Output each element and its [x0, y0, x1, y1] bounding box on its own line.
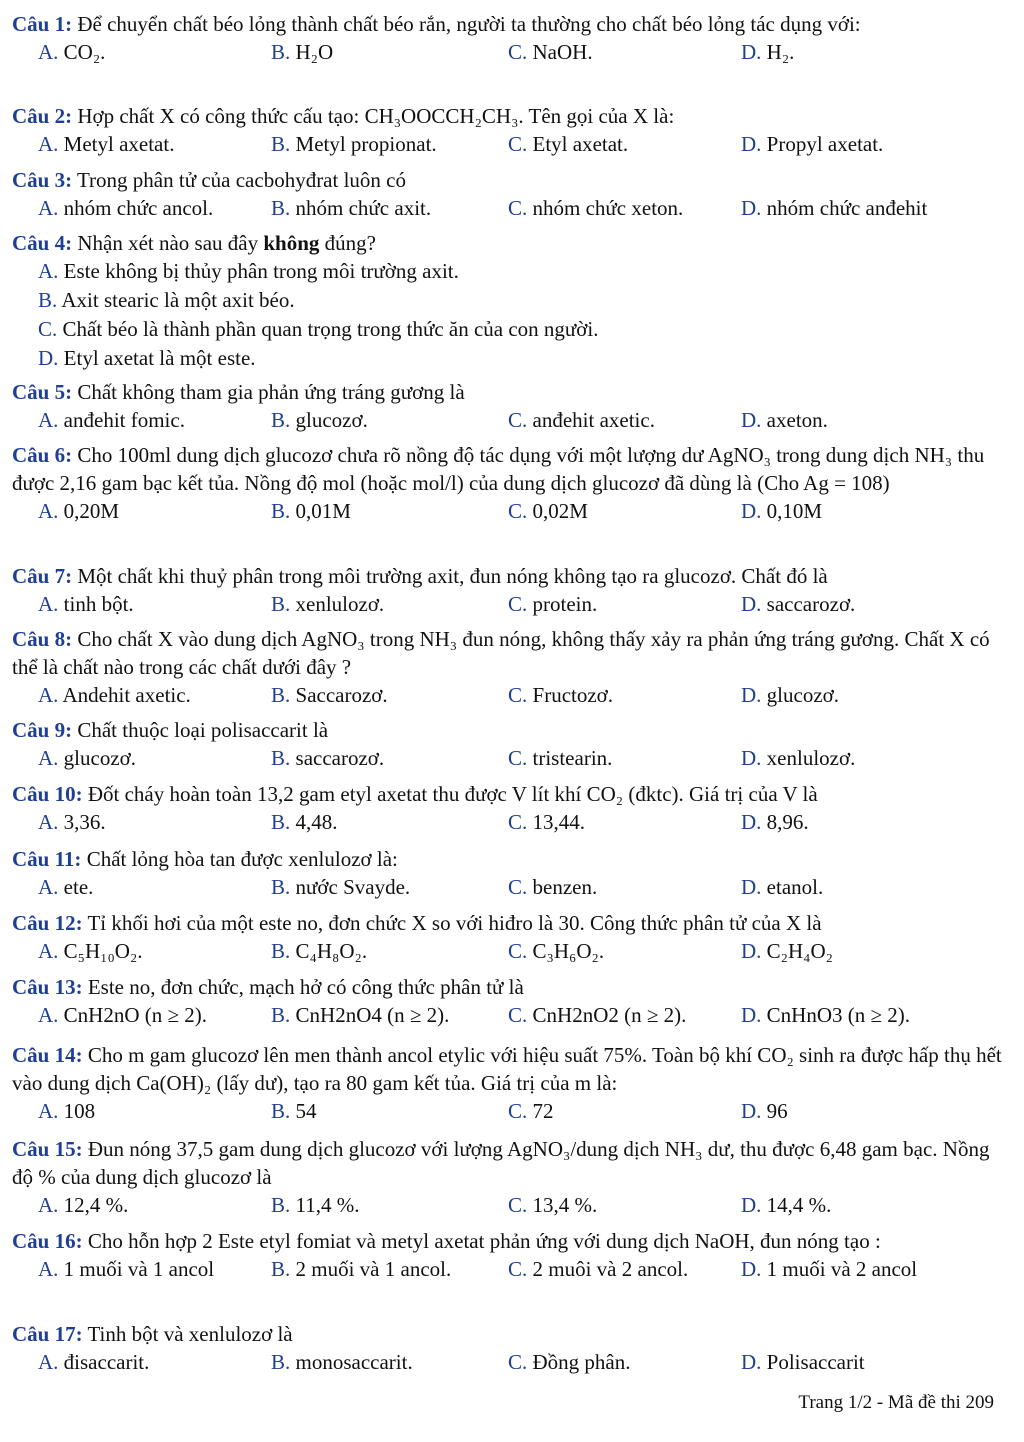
option-b: B. CnH2nO4 (n ≥ 2).: [271, 1003, 450, 1027]
question-number: Câu 10:: [12, 782, 83, 806]
question-4: [12, 229, 1002, 373]
option-c: C. Chất béo là thành phần quan trọng trong thức ăn của con người.: [38, 317, 599, 341]
option-a: A. 108: [38, 1099, 96, 1123]
option-c: C. 13,44.: [508, 810, 586, 834]
option-c: C. C₃H₆O₂.: [508, 939, 605, 963]
option-b: B. xenlulozơ.: [271, 592, 385, 616]
question-stem: [12, 1227, 1002, 1255]
question-text: Tinh bột và xenlulozơ là: [87, 1322, 293, 1346]
option-d: D. CnHnO3 (n ≥ 2).: [741, 1003, 911, 1027]
question-text: Chất lỏng hòa tan được xenlulozơ là:: [86, 847, 398, 871]
option-b: B. nước Svayde.: [271, 875, 411, 899]
option-b: B. 2 muối và 1 ancol.: [271, 1257, 452, 1281]
option-d: D. 1 muối và 2 ancol: [741, 1257, 918, 1281]
question-number: Câu 9:: [12, 718, 73, 742]
option-a: A. Este không bị thủy phân trong môi trường axit.: [38, 259, 459, 283]
option-b: B. glucozơ.: [271, 408, 368, 432]
question-text: Cho 100ml dung dịch glucozơ chưa rõ nồng độ tác dụng với một lượng dư AgNO₃ trong dung dịch NH₃ thu được 2,16 gam bạc kết tủa. Nồng độ mol (hoặc mol/l) của dung dịch glucozơ đã dùng là (Cho Ag = 108): [12, 443, 985, 495]
question-number: Câu 6:: [12, 443, 73, 467]
options-list: [12, 257, 1002, 373]
question-text: Chất thuộc loại polisaccarit là: [77, 718, 329, 742]
option-b: B. Axit stearic là một axit béo.: [38, 288, 295, 312]
question-stem: [12, 562, 1002, 590]
question-number: Câu 1:: [12, 12, 73, 36]
question-stem: [12, 716, 1002, 744]
option-a: A. đisaccarit.: [38, 1350, 150, 1374]
option-c: C. Etyl axetat.: [508, 132, 629, 156]
question-8: [12, 625, 1002, 710]
question-stem: [12, 909, 1002, 937]
question-text: Cho chất X vào dung dịch AgNO₃ trong NH₃ đun nóng, không thấy xảy ra phản ứng tráng gương. Chất X có thể là chất nào trong các chất dưới đây ?: [12, 627, 990, 679]
option-d: D. 8,96.: [741, 810, 809, 834]
question-15: [12, 1135, 1002, 1220]
question-6: [12, 441, 1002, 526]
question-5: [12, 378, 1002, 435]
question-number: Câu 12:: [12, 911, 83, 935]
question-text: Để chuyển chất béo lỏng thành chất béo rắn, người ta thường cho chất béo lỏng tác dụng với:: [77, 12, 861, 36]
options-row: [12, 38, 1002, 67]
question-text: Đốt cháy hoàn toàn 13,2 gam etyl axetat thu được V lít khí CO₂ (đktc). Giá trị của V là: [87, 782, 818, 806]
question-stem: [12, 1320, 1002, 1348]
option-c: C. 13,4 %.: [508, 1193, 598, 1217]
question-17: [12, 1320, 1002, 1377]
options-row: [12, 406, 1002, 435]
question-3: [12, 166, 1002, 223]
question-text: Chất không tham gia phản ứng tráng gương là: [77, 380, 465, 404]
options-row: [12, 1097, 1002, 1126]
option-b: B. Saccarozơ.: [271, 683, 388, 707]
options-row: [12, 590, 1002, 619]
option-b: B. 0,01M: [271, 499, 351, 523]
options-row: [12, 1348, 1002, 1377]
options-row: [12, 744, 1002, 773]
question-stem: [12, 102, 1002, 130]
option-a: A. 1 muối và 1 ancol: [38, 1257, 215, 1281]
question-stem: [12, 973, 1002, 1001]
option-d: D. Polisaccarit: [741, 1350, 865, 1374]
option-c: C. anđehit axetic.: [508, 408, 655, 432]
question-text: Đun nóng 37,5 gam dung dịch glucozơ với lượng AgNO₃/dung dịch NH₃ dư, thu được 6,48 gam bạc. Nồng độ % của dung dịch glucozơ là: [12, 1137, 990, 1189]
option-d: D. 0,10M: [741, 499, 823, 523]
question-stem: [12, 1135, 1002, 1191]
question-number: Câu 8:: [12, 627, 73, 651]
option-d: D. saccarozơ.: [741, 592, 856, 616]
option-a: A. glucozơ.: [38, 746, 137, 770]
question-stem: [12, 378, 1002, 406]
option-c: C. 0,02M: [508, 499, 588, 523]
question-text: Cho hỗn hợp 2 Este etyl fomiat và metyl axetat phản ứng với dung dịch NaOH, đun nóng tạo :: [87, 1229, 881, 1253]
question-stem: [12, 780, 1002, 808]
question-number: Câu 13:: [12, 975, 83, 999]
question-number: Câu 14:: [12, 1043, 83, 1067]
options-row: [12, 808, 1002, 837]
option-b: B. H₂O: [271, 40, 334, 64]
question-text: Trong phân tử của cacbohyđrat luôn có: [76, 168, 406, 192]
option-d: D. C₂H₄O₂: [741, 939, 833, 963]
option-c: C. 2 muôi và 2 ancol.: [508, 1257, 689, 1281]
option-d: D. glucozơ.: [741, 683, 840, 707]
option-c: C. tristearin.: [508, 746, 613, 770]
options-row: [12, 873, 1002, 902]
question-7: [12, 562, 1002, 619]
option-b: B. 54: [271, 1099, 317, 1123]
option-a: A. anđehit fomic.: [38, 408, 185, 432]
option-b: B. monosaccarit.: [271, 1350, 413, 1374]
question-16: [12, 1227, 1002, 1284]
option-b: B. 11,4 %.: [271, 1193, 360, 1217]
option-a: A. nhóm chức ancol.: [38, 196, 214, 220]
option-b: B. Metyl propionat.: [271, 132, 437, 156]
options-row: [12, 1255, 1002, 1284]
options-row: [12, 937, 1002, 966]
question-number: Câu 7:: [12, 564, 73, 588]
options-row: [12, 194, 1002, 223]
option-a: A. 12,4 %.: [38, 1193, 129, 1217]
option-b: B. saccarozơ.: [271, 746, 385, 770]
options-row: [12, 1191, 1002, 1220]
question-10: [12, 780, 1002, 837]
emphasis: không: [263, 231, 320, 255]
option-a: A. ete.: [38, 875, 94, 899]
option-a: A. CO₂.: [38, 40, 106, 64]
question-text: Este no, đơn chức, mạch hở có công thức phân tử là: [87, 975, 524, 999]
option-c: C. Đồng phân.: [508, 1350, 631, 1374]
question-stem: [12, 625, 1002, 681]
options-row: [12, 1001, 1002, 1030]
option-d: D. 96: [741, 1099, 788, 1123]
option-d: D. nhóm chức anđehit: [741, 196, 928, 220]
question-text: Một chất khi thuỷ phân trong môi trường axit, đun nóng không tạo ra glucozơ. Chất đó là: [77, 564, 828, 588]
option-a: A. C₅H₁₀O₂.: [38, 939, 143, 963]
options-row: [12, 497, 1002, 526]
option-c: C. protein.: [508, 592, 598, 616]
question-stem: [12, 1041, 1002, 1097]
question-number: Câu 15:: [12, 1137, 83, 1161]
question-text: Tỉ khối hơi của một este no, đơn chức X so với hiđro là 30. Công thức phân tử của X là: [87, 911, 822, 935]
question-stem: [12, 10, 1002, 38]
option-a: A. Andehit axetic.: [38, 683, 191, 707]
question-text: Hợp chất X có công thức cấu tạo: CH₃OOCCH₂CH₃. Tên gọi của X là:: [77, 104, 675, 128]
option-a: A. 3,36.: [38, 810, 106, 834]
options-row: [12, 130, 1002, 159]
question-number: Câu 17:: [12, 1322, 83, 1346]
question-11: [12, 845, 1002, 902]
option-d: D. 14,4 %.: [741, 1193, 832, 1217]
question-13: [12, 973, 1002, 1030]
question-2: [12, 102, 1002, 159]
question-number: Câu 3:: [12, 168, 73, 192]
question-stem: [12, 166, 1002, 194]
option-a: A. 0,20M: [38, 499, 120, 523]
option-d: D. axeton.: [741, 408, 828, 432]
option-d: D. xenlulozơ.: [741, 746, 856, 770]
question-number: Câu 11:: [12, 847, 82, 871]
option-a: A. Metyl axetat.: [38, 132, 175, 156]
question-number: Câu 2:: [12, 104, 73, 128]
option-d: D. Propyl axetat.: [741, 132, 884, 156]
options-row: [12, 681, 1002, 710]
option-c: C. nhóm chức xeton.: [508, 196, 684, 220]
question-number: Câu 16:: [12, 1229, 83, 1253]
option-b: B. C₄H₈O₂.: [271, 939, 368, 963]
question-number: Câu 5:: [12, 380, 73, 404]
option-b: B. nhóm chức axit.: [271, 196, 432, 220]
option-a: A. CnH2nO (n ≥ 2).: [38, 1003, 208, 1027]
question-stem: [12, 441, 1002, 497]
question-14: [12, 1041, 1002, 1126]
option-c: C. NaOH.: [508, 40, 593, 64]
question-12: [12, 909, 1002, 966]
option-d: D. Etyl axetat là một este.: [38, 346, 256, 370]
option-c: C. Fructozơ.: [508, 683, 614, 707]
question-text: Cho m gam glucozơ lên men thành ancol etylic với hiệu suất 75%. Toàn bộ khí CO₂ sinh ra được hấp thụ hết vào dung dịch Ca(OH)₂ (lấy dư), tạo ra 80 gam kết tủa. Giá trị của m là:: [12, 1043, 1002, 1095]
option-c: C. 72: [508, 1099, 554, 1123]
option-a: A. tinh bột.: [38, 592, 134, 616]
option-c: C. CnH2nO2 (n ≥ 2).: [508, 1003, 687, 1027]
question-stem: [12, 845, 1002, 873]
question-stem: Câu 4: Nhận xét nào sau đây không đúng?: [12, 231, 376, 255]
question-9: [12, 716, 1002, 773]
question-number: Câu 4:: [12, 231, 73, 255]
option-c: C. benzen.: [508, 875, 598, 899]
option-d: D. etanol.: [741, 875, 824, 899]
page-footer: Trang 1/2 - Mã đề thi 209: [798, 1392, 994, 1413]
option-d: D. H₂.: [741, 40, 795, 64]
question-1: [12, 10, 1002, 67]
option-b: B. 4,48.: [271, 810, 338, 834]
